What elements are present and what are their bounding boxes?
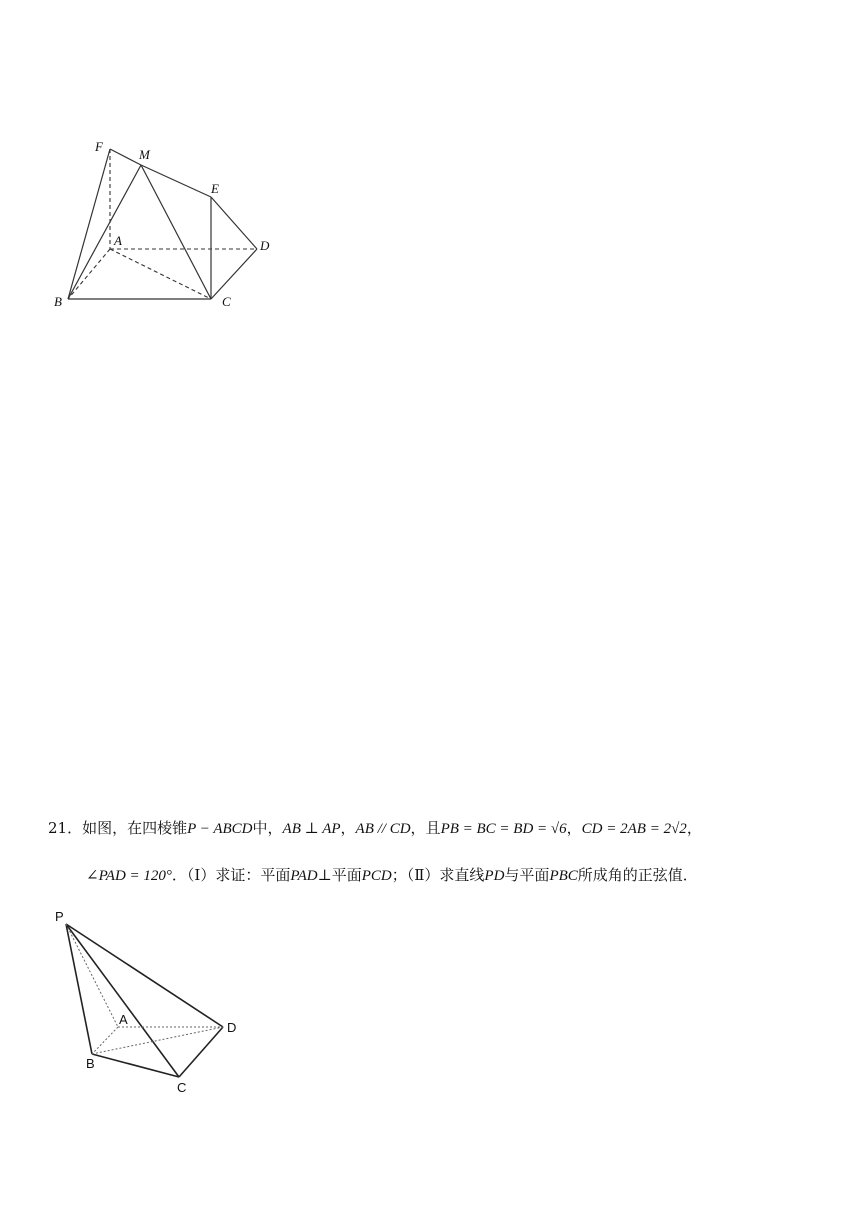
problem-21 xyxy=(48,805,848,899)
condition-pb-bc-bd: PB = BC = BD = √6 xyxy=(440,821,567,837)
edge-ac-hidden xyxy=(110,249,211,299)
plane-pcd: PCD xyxy=(361,868,392,884)
edge-ab-hidden xyxy=(92,1027,118,1054)
edge-bc xyxy=(92,1054,179,1077)
line-pd: PD xyxy=(484,868,505,884)
condition-ab-perp-ap: AB ⊥ AP xyxy=(282,821,341,837)
part-1-mid: 平面 xyxy=(331,866,362,884)
intro-text: 如图，在四棱锥 xyxy=(82,819,188,837)
condition-ab-parallel-cd: AB // CD xyxy=(355,821,411,837)
edge-fm xyxy=(110,149,141,165)
label-e: E xyxy=(211,181,219,196)
edge-mc xyxy=(141,165,211,299)
separator-4: ， xyxy=(686,819,702,837)
edge-pd xyxy=(66,924,223,1027)
edge-fb xyxy=(68,149,110,299)
edge-ed xyxy=(211,197,257,249)
label-c: C xyxy=(222,294,231,309)
label-d: D xyxy=(227,1020,237,1035)
label-p: P xyxy=(55,909,64,924)
label-b: B xyxy=(86,1056,95,1071)
figure-polyhedron-fmeabcd xyxy=(40,130,290,320)
part-2-lead: ；（Ⅱ）求直线 xyxy=(391,866,485,884)
label-a: A xyxy=(119,1012,128,1027)
plane-pad: PAD xyxy=(290,868,318,884)
edge-mb xyxy=(68,165,141,299)
figure-pyramid-pabcd xyxy=(45,905,255,1100)
label-a: A xyxy=(114,233,122,248)
problem-number: 21． xyxy=(48,819,83,837)
edge-cd xyxy=(179,1027,223,1077)
label-d: D xyxy=(260,238,270,253)
edge-me xyxy=(141,165,211,197)
edge-ab-hidden xyxy=(68,249,110,299)
edge-pa-hidden xyxy=(66,924,118,1027)
separator-3: ， xyxy=(566,819,582,837)
label-c: C xyxy=(177,1080,187,1095)
part-2-mid: 与平面 xyxy=(504,866,550,884)
problem-21-line-1 xyxy=(48,805,848,852)
part-1-lead: ．（Ⅰ）求证：平面 xyxy=(171,866,291,884)
label-f: F xyxy=(95,139,103,154)
label-m: M xyxy=(139,147,150,162)
separator-1: ， xyxy=(340,819,356,837)
condition-angle-pad: ∠PAD = 120° xyxy=(86,868,172,884)
edge-pb xyxy=(66,924,92,1054)
label-b: B xyxy=(54,294,62,309)
perp-symbol: ⊥ xyxy=(317,866,332,884)
part-2-end: 所成角的正弦值． xyxy=(577,866,698,884)
zhong-text: 中， xyxy=(252,819,283,837)
edge-cd xyxy=(211,249,257,299)
pyramid-name: P − ABCD xyxy=(187,821,253,837)
edge-pc xyxy=(66,924,179,1077)
separator-2: ，且 xyxy=(410,819,441,837)
problem-21-line-2 xyxy=(48,852,848,899)
plane-pbc: PBC xyxy=(549,868,578,884)
condition-cd-ab: CD = 2AB = 2√2 xyxy=(581,821,687,837)
